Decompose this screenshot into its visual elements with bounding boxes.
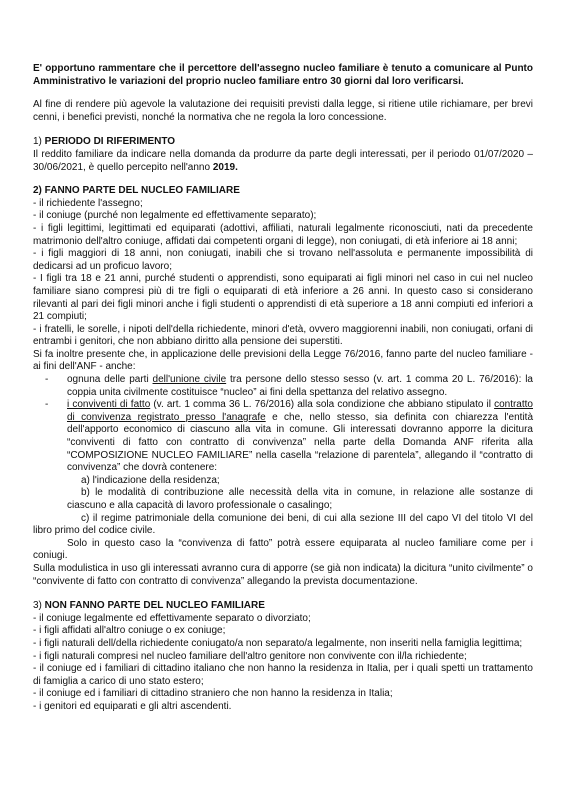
section-1-heading: 1) PERIODO DI RIFERIMENTO (33, 136, 176, 148)
section-2 (33, 185, 533, 588)
list-item: - i figli maggiori di 18 anni, non coniugati, inabili che si trovano nell'assoluta e permanente impossibilità di dedicarsi ad un proficuo lavoro; (33, 248, 533, 272)
unione-civile-link[interactable]: dell'unione civile (152, 374, 227, 386)
section-1 (33, 136, 533, 174)
sub-item-a: a) l'indicazione della residenza; (81, 474, 220, 486)
section-2-heading: 2) FANNO PARTE DEL NUCLEO FAMILIARE (33, 185, 240, 197)
dash-item-unione-civile: - ognuna delle parti dell'unione civile tra persone dello stesso sesso (v. art. 1 comma 20 L. 76/2016): la coppia unita civilmente costituisce “nucleo” ai fini della spettanza del relativo assegno. (33, 374, 533, 399)
list-item: - i fratelli, le sorelle, i nipoti dell'della richiedente, minori d'età, ovvero maggiorenni inabili, non coniugati, orfani di entrambi i genitori, che non abbiano diritto alla pensione dei superstiti. (33, 323, 533, 348)
list-item: - il coniuge (purché non legalmente ed effettivamente separato); (33, 210, 317, 222)
list-item: - i figli legittimi, legittimati ed equiparati (adottivi, affiliati, naturali legalmente riconosciuti, nati da precedente matrimonio dell'altro coniuge, affidati dai competenti organi di legge), non coniugati, di età inferiore ai 18 anni; (33, 222, 533, 247)
dash-list (33, 374, 533, 475)
solo-paragraph: Solo in questo caso la “convivenza di fatto” potrà essere equiparata al nucleo familiare come per i coniugi. (33, 537, 533, 562)
conviventi-link[interactable]: i conviventi di fatto (67, 399, 151, 411)
list-item: - I figli tra 18 e 21 anni, purché studenti o apprendisti, sono equiparati ai figli minori nel caso in cui nel nucleo familiare siano compresi più di tre figli o equiparati di età inferiore a 26 anni. In questo caso si considerano rilevanti al pari dei figli minori anche i figli studenti o apprendisti di età superiore a 18 anni compiuti ed inferiori a 21 compiuti; (33, 273, 533, 323)
intro-notice: E' opportuno rammentare che il percettore dell'assegno nucleo familiare è tenuto a comunicare al Punto Amministrativo le variazioni del proprio nucleo familiare entro 30 giorni dal loro verificarsi. (33, 63, 533, 87)
section-3-heading: 3) NON FANNO PARTE DEL NUCLEO FAMILIARE (33, 600, 265, 612)
dash-item-conviventi: - i conviventi di fatto (v. art. 1 comma 36 L. 76/2016) alla sola condizione che abbiano stipulato il contratto di convivenza registrato presso l'anagrafe e che, nello stesso, sia definita con chiarezza l'entità dell'apporto economico di ciascuno alla vita in comune. Gli interessati dovranno apporre la dicitura “conviventi di fatto con contratto di convivenza” nella parte della Domanda ANF riferita alla “COMPOSIZIONE NUCLEO FAMILIARE” nella casella “relazione di parentela”, allegando il “contratto di convivenza” che dovrà contenere: (33, 399, 533, 475)
section-1-text: Il reddito familiare da indicare nella domanda da produrre da parte degli interessati, per il periodo 01/07/2020 – 30/06/2021, è quello percepito nell'anno 2019. (33, 148, 533, 173)
sulla-paragraph: Sulla modulistica in uso gli interessati avranno cura di apporre (se già non indicata) la dicitura “unito civilmente” o “convivente di fatto con contratto di convivenza” allegando la prevista documentazione. (33, 562, 533, 587)
sub-item-b: b) le modalità di contribuzione alle necessità della vita in comune, in relazione alle sostanze di ciascuno e alla capacità di lavoro professionale o casalingo; (67, 487, 533, 511)
list-item: - i figli naturali compresi nel nucleo familiare dell'altro genitore non convivente con il/la richiedente; (33, 650, 467, 662)
list-item: - il coniuge legalmente ed effettivamente separato o divorziato; (33, 612, 311, 624)
list-item: - i genitori ed equiparati e gli altri ascendenti. (33, 700, 232, 712)
sub-item-c: c) il regime patrimoniale della comunione dei beni, di cui alla sezione III del capo VI del titolo VI del libro primo del codice civile. (33, 512, 533, 537)
lead-paragraph: Al fine di rendere più agevole la valutazione dei requisiti previsti dalla legge, si ritiene utile richiamare, per brevi cenni, i benefici previsti, nonché la normativa che ne regola la loro concessione. (33, 99, 533, 123)
section-3 (33, 600, 533, 713)
document-page (33, 63, 533, 714)
contratto-link[interactable]: contratto di convivenza registrato presso l'anagrafe (67, 399, 533, 423)
law-note: Si fa inoltre presente che, in applicazione delle previsioni della Legge 76/2016, fanno parte del nucleo familiare - ai fini dell'ANF - anche: (33, 348, 533, 373)
list-item: - il coniuge ed i familiari di cittadino italiano che non hanno la residenza in Italia, per i quali spetti un trattamento di famiglia a carico di uno stato estero; (33, 663, 533, 687)
list-item: - i figli naturali dell/della richiedente coniugato/a non separato/a legalmente, non inseriti nella famiglia legittima; (33, 637, 523, 649)
list-item: - il coniuge ed i familiari di cittadino straniero che non hanno la residenza in Italia; (33, 688, 393, 700)
list-item: - il richiedente l'assegno; (33, 197, 143, 209)
list-item: - i figli affidati all'altro coniuge o ex coniuge; (33, 625, 226, 637)
